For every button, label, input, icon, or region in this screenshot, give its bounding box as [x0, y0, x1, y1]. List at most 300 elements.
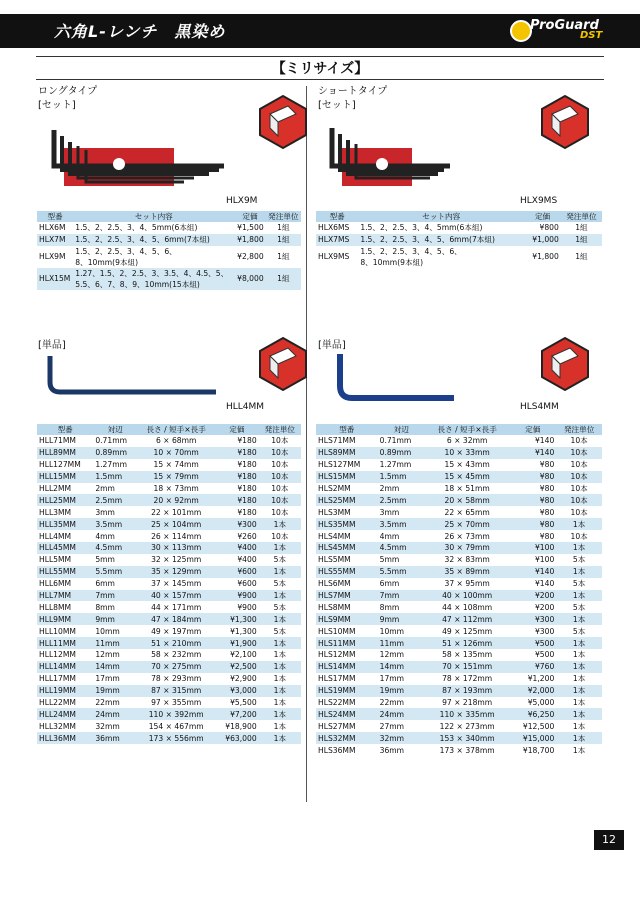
table-cell: HLL22MM: [39, 698, 76, 708]
column-header: 定価: [509, 424, 556, 435]
table-cell: 1本: [259, 685, 301, 697]
table-cell: HLS11MM: [316, 637, 378, 649]
table-cell: 1本: [556, 542, 602, 554]
table-cell: HLL25MM: [37, 494, 93, 506]
table-cell: 10本: [570, 436, 588, 446]
table-cell: 49 × 197mm: [151, 626, 202, 636]
table-cell: ¥180: [237, 460, 257, 470]
table-cell: 9mm: [378, 613, 425, 625]
table-cell: 5本: [273, 579, 287, 589]
table-row: [316, 222, 602, 234]
table-cell: 10本: [271, 460, 289, 470]
table-cell: 1組: [575, 223, 588, 233]
column-header: 定価: [524, 211, 561, 222]
table-cell: 5.5mm: [93, 566, 137, 578]
table-row: [37, 471, 301, 483]
table-cell: HLL35MM: [37, 518, 93, 530]
table-cell: ¥400: [215, 542, 259, 554]
table-cell: 1本: [259, 661, 301, 673]
table-cell: ¥12,500: [522, 721, 555, 731]
table-cell: HLL36MM: [37, 732, 93, 744]
table-cell: 110 × 335mm: [425, 708, 509, 720]
table-cell: 10本: [271, 507, 289, 517]
table-row: [37, 732, 301, 744]
table-cell: HLL45MM: [37, 542, 93, 554]
table-cell: ¥5,500: [230, 698, 257, 708]
table-cell: 10本: [570, 531, 588, 541]
table-cell: 6 × 68mm: [155, 436, 197, 446]
table-cell: 10本: [259, 471, 301, 483]
table-row: [316, 613, 602, 625]
column-header: 発注単位: [266, 211, 301, 222]
table-row: [316, 661, 602, 673]
table-cell: 0.71mm: [379, 436, 412, 446]
table-cell: 10本: [556, 447, 602, 459]
table-cell: 27mm: [379, 721, 405, 731]
table-cell: 70 × 151mm: [425, 661, 509, 673]
table-row: [37, 530, 301, 542]
table-cell: 1.27mm: [379, 460, 412, 470]
table-cell: ¥180: [237, 484, 257, 493]
table-cell: 19mm: [93, 685, 137, 697]
table-cell: 78 × 293mm: [151, 674, 202, 684]
table-cell: 3.5mm: [378, 518, 425, 530]
table-cell: ¥80: [509, 471, 556, 483]
table-row: [316, 554, 602, 566]
table-cell: 1本: [556, 637, 602, 649]
table-cell: HLS15MM: [316, 471, 378, 483]
table-cell: HLS55MM: [316, 566, 378, 578]
table-cell: 1本: [556, 708, 602, 720]
short-wrench-set-image: [320, 120, 460, 192]
table-row: [37, 673, 301, 685]
table-cell: 4mm: [379, 531, 400, 541]
table-cell: 15 × 74mm: [153, 460, 199, 470]
table-row: [37, 483, 301, 495]
column-header: 対辺: [93, 424, 137, 435]
table-cell: 2mm: [95, 484, 115, 493]
column-header: 長さ / 短手×長手: [425, 424, 509, 435]
short-single-wrench-image: [330, 350, 460, 406]
table-cell: HLL24MM: [37, 708, 93, 720]
column-header: 対辺: [378, 424, 425, 435]
table-cell: 36mm: [379, 745, 405, 755]
table-cell: 1組: [277, 252, 290, 262]
table-cell: 5mm: [95, 555, 115, 565]
table-row: [316, 744, 602, 756]
table-row: [316, 720, 602, 732]
table-cell: 0.89mm: [378, 447, 425, 459]
column-header: 定価: [234, 211, 265, 222]
table-cell: ¥800: [539, 223, 559, 233]
table-cell: ¥600: [215, 566, 259, 578]
table-row: [316, 697, 602, 709]
table-cell: ¥63,000: [215, 732, 259, 744]
short-type-label: ショートタイプ: [318, 86, 388, 97]
table-cell: ¥140: [509, 447, 556, 459]
table-row: [316, 590, 602, 602]
table-cell: 11mm: [93, 637, 137, 649]
table-cell: ¥140: [534, 579, 555, 589]
table-cell: 26 × 73mm: [444, 531, 490, 541]
table-cell: 40 × 100mm: [425, 590, 509, 602]
table-cell: HLL12MM: [39, 650, 76, 660]
table-cell: HLS25MM: [316, 494, 378, 506]
table-cell: ¥300: [509, 613, 556, 625]
table-cell: 5本: [572, 626, 586, 636]
table-cell: HLL17MM: [39, 674, 76, 684]
column-header: 長さ / 短手×長手: [137, 424, 215, 435]
table-cell: 1本: [259, 518, 301, 530]
table-cell: 12mm: [379, 650, 405, 660]
table-cell: 1本: [259, 637, 301, 649]
table-cell: ¥80: [539, 507, 555, 517]
table-cell: 1本: [273, 721, 287, 731]
table-cell: ¥5,000: [527, 698, 555, 708]
table-cell: 35 × 129mm: [137, 566, 215, 578]
table-row: [37, 268, 301, 290]
brand-logo: [510, 20, 630, 42]
table-cell: ¥80: [539, 531, 555, 541]
table-cell: HLL127MM: [39, 460, 81, 470]
table-cell: 10本: [271, 531, 289, 541]
table-cell: HLX6M: [39, 223, 66, 233]
table-cell: 35 × 89mm: [425, 566, 509, 578]
table-cell: 1本: [572, 745, 586, 755]
table-cell: ¥1,200: [527, 674, 555, 684]
table-cell: ¥200: [534, 602, 555, 612]
table-cell: HLL3MM: [39, 507, 72, 517]
table-cell: 78 × 172mm: [442, 674, 493, 684]
table-cell: HLX7M: [37, 234, 73, 246]
table-row: [316, 435, 602, 447]
table-cell: 22 × 101mm: [151, 507, 202, 517]
table-cell: HLS19MM: [316, 685, 378, 697]
table-cell: 25 × 104mm: [137, 518, 215, 530]
table-cell: HLL9MM: [37, 613, 93, 625]
table-cell: 19mm: [378, 685, 425, 697]
table-cell: 22mm: [379, 698, 405, 708]
table-cell: 14mm: [93, 661, 137, 673]
table-cell: 10 × 70mm: [137, 447, 215, 459]
table-cell: 5本: [273, 602, 287, 612]
table-cell: 30 × 113mm: [137, 542, 215, 554]
table-cell: HLL19MM: [37, 685, 93, 697]
table-cell: HLS3MM: [318, 507, 351, 517]
table-cell: 1.27、1.5、2、2.5、3、3.5、4、4.5、5、 5.5、6、7、8、9、10mm(15本組): [73, 268, 234, 290]
table-cell: 12mm: [95, 650, 120, 660]
table-cell: 15 × 43mm: [444, 460, 490, 470]
table-cell: ¥1,800: [532, 252, 559, 262]
table-row: [316, 494, 602, 506]
table-cell: HLL55MM: [37, 566, 93, 578]
table-cell: ¥3,000: [215, 685, 259, 697]
table-cell: ¥180: [215, 471, 259, 483]
table-cell: ¥2,800: [237, 252, 264, 262]
table-cell: ¥7,200: [215, 708, 259, 720]
table-cell: 1本: [556, 661, 602, 673]
column-header: 型番: [316, 211, 358, 222]
right-set-model: HLX9MS: [520, 196, 558, 206]
table-row: [37, 601, 301, 613]
table-cell: HLX9M: [39, 252, 66, 262]
table-cell: 110 × 392mm: [137, 708, 215, 720]
table-cell: 97 × 355mm: [151, 698, 202, 708]
table-cell: 1組: [266, 234, 301, 246]
table-cell: 1組: [575, 252, 588, 262]
table-row: [37, 590, 301, 602]
table-row: [37, 578, 301, 590]
table-cell: 5本: [273, 555, 287, 565]
table-cell: 10本: [570, 484, 588, 493]
table-cell: 3.5mm: [93, 518, 137, 530]
table-cell: 154 × 467mm: [148, 721, 204, 731]
table-cell: 1.5、2、2.5、3、4、5、6、 8、10mm(9本組): [360, 246, 462, 267]
table-cell: 7mm: [93, 590, 137, 602]
table-cell: ¥18,700: [522, 745, 555, 755]
left-single-table: [37, 424, 301, 744]
logo-circle-icon: [510, 20, 532, 42]
table-row: [316, 732, 602, 744]
table-cell: HLS2MM: [318, 484, 351, 493]
table-cell: 15 × 45mm: [425, 471, 509, 483]
table-cell: 25 × 70mm: [425, 518, 509, 530]
table-cell: 17mm: [95, 674, 120, 684]
table-cell: 58 × 232mm: [151, 650, 202, 660]
table-cell: ¥900: [215, 590, 259, 602]
table-cell: 1本: [556, 732, 602, 744]
left-single-model: HLL4MM: [226, 402, 265, 412]
table-cell: 4.5mm: [378, 542, 425, 554]
table-row: [37, 708, 301, 720]
table-cell: 26 × 114mm: [151, 531, 202, 541]
table-cell: HLS36MM: [318, 745, 356, 755]
table-cell: 44 × 171mm: [151, 602, 202, 612]
table-row: [316, 506, 602, 518]
table-cell: 6mm: [379, 579, 400, 589]
table-row: [316, 234, 602, 246]
table-cell: 3mm: [95, 507, 115, 517]
right-single-label: [単品]: [318, 340, 346, 351]
table-cell: HLS4MM: [318, 531, 351, 541]
table-cell: HLS14MM: [316, 661, 378, 673]
logo-main-text: ProGuard: [530, 18, 599, 33]
table-cell: 0.71mm: [95, 436, 128, 446]
table-row: [37, 435, 301, 447]
table-cell: 32mm: [378, 732, 425, 744]
left-single-label: [単品]: [38, 340, 66, 351]
column-header: 型番: [37, 211, 73, 222]
page-header: [0, 14, 640, 48]
table-cell: HLL71MM: [39, 436, 76, 446]
table-cell: ¥260: [237, 531, 257, 541]
table-cell: ¥300: [534, 626, 555, 636]
table-row: [316, 637, 602, 649]
table-cell: 36mm: [93, 732, 137, 744]
table-cell: 8mm: [95, 602, 115, 612]
table-cell: 37 × 95mm: [444, 579, 490, 589]
table-cell: 1本: [556, 518, 602, 530]
table-cell: ¥2,100: [230, 650, 257, 660]
table-row: [37, 649, 301, 661]
table-cell: 10本: [271, 484, 289, 493]
table-cell: ¥1,300: [230, 626, 257, 636]
table-cell: ¥300: [215, 518, 259, 530]
table-cell: ¥900: [237, 602, 257, 612]
table-row: [316, 601, 602, 613]
table-cell: 1本: [556, 613, 602, 625]
table-cell: 0.89mm: [93, 447, 137, 459]
table-cell: 10mm: [379, 626, 405, 636]
table-header-row: [316, 424, 602, 435]
column-header: 定価: [215, 424, 259, 435]
table-cell: 1.5mm: [93, 471, 137, 483]
column-header: 発注単位: [561, 211, 602, 222]
table-cell: HLX6MS: [318, 223, 350, 233]
table-row: [316, 625, 602, 637]
section-title: 【ミリサイズ】: [36, 56, 604, 80]
table-cell: 47 × 184mm: [137, 613, 215, 625]
table-cell: 2.5mm: [93, 494, 137, 506]
table-cell: HLL2MM: [39, 484, 72, 493]
table-cell: 1本: [273, 650, 287, 660]
table-row: [37, 566, 301, 578]
table-row: [37, 542, 301, 554]
table-row: [37, 459, 301, 471]
table-cell: ¥80: [539, 460, 555, 470]
table-cell: 5本: [572, 555, 586, 565]
table-cell: 1本: [572, 674, 586, 684]
table-cell: HLS12MM: [318, 650, 356, 660]
table-cell: HLS10MM: [318, 626, 356, 636]
table-cell: 97 × 218mm: [442, 698, 493, 708]
table-cell: 1本: [259, 732, 301, 744]
table-row: [316, 542, 602, 554]
table-row: [37, 234, 301, 246]
table-header-row: [316, 211, 602, 222]
table-cell: 3mm: [379, 507, 400, 517]
table-cell: ¥100: [534, 555, 555, 565]
table-cell: ¥2,000: [509, 685, 556, 697]
table-row: [316, 447, 602, 459]
table-cell: ¥15,000: [509, 732, 556, 744]
table-cell: 4.5mm: [93, 542, 137, 554]
table-row: [37, 447, 301, 459]
table-cell: 10 × 33mm: [425, 447, 509, 459]
table-cell: 87 × 315mm: [137, 685, 215, 697]
table-cell: 4mm: [95, 531, 115, 541]
table-cell: 1本: [273, 674, 287, 684]
table-row: [37, 637, 301, 649]
table-cell: ¥1,500: [237, 223, 264, 233]
table-cell: HLX7MS: [316, 234, 358, 246]
table-cell: 32 × 125mm: [151, 555, 202, 565]
table-cell: HLL5MM: [39, 555, 72, 565]
table-cell: 1組: [277, 223, 290, 233]
column-header: 型番: [37, 424, 93, 435]
hex-key-icon: [540, 336, 590, 392]
table-cell: ¥180: [215, 494, 259, 506]
table-cell: ¥1,000: [524, 234, 561, 246]
table-cell: ¥80: [539, 484, 555, 493]
table-cell: 44 × 108mm: [442, 602, 493, 612]
table-cell: HLX9MS: [318, 252, 350, 262]
table-cell: 70 × 275mm: [137, 661, 215, 673]
table-cell: HLS27MM: [318, 721, 356, 731]
table-cell: 2mm: [379, 484, 400, 493]
table-row: [37, 554, 301, 566]
long-single-wrench-image: [44, 350, 224, 400]
table-cell: 18 × 51mm: [444, 484, 490, 493]
table-cell: 47 × 112mm: [425, 613, 509, 625]
table-cell: HLL14MM: [37, 661, 93, 673]
table-cell: 24mm: [93, 708, 137, 720]
table-cell: HLL32MM: [39, 721, 76, 731]
table-cell: HLS45MM: [316, 542, 378, 554]
column-header: 型番: [316, 424, 378, 435]
table-cell: 40 × 157mm: [137, 590, 215, 602]
table-cell: 17mm: [379, 674, 405, 684]
table-row: [316, 518, 602, 530]
table-cell: 10本: [570, 460, 588, 470]
table-cell: ¥180: [215, 447, 259, 459]
table-cell: 51 × 210mm: [137, 637, 215, 649]
table-cell: HLS5MM: [318, 555, 351, 565]
table-header-row: [37, 211, 301, 222]
table-cell: 24mm: [378, 708, 425, 720]
page-number: 12: [594, 830, 624, 850]
long-type-label: ロングタイプ: [38, 86, 98, 97]
table-cell: ¥760: [509, 661, 556, 673]
table-row: [37, 613, 301, 625]
right-single-table: [316, 424, 602, 756]
table-cell: ¥140: [534, 436, 555, 446]
table-cell: 22mm: [95, 698, 120, 708]
table-cell: 20 × 58mm: [425, 494, 509, 506]
table-cell: 2.5mm: [378, 494, 425, 506]
table-cell: HLS9MM: [316, 613, 378, 625]
table-row: [316, 471, 602, 483]
table-cell: ¥18,900: [225, 721, 257, 731]
table-cell: 1.5mm: [378, 471, 425, 483]
table-cell: HLS32MM: [316, 732, 378, 744]
table-cell: ¥140: [509, 566, 556, 578]
table-cell: HLL8MM: [39, 602, 72, 612]
right-set-label: [セット]: [318, 100, 356, 111]
table-cell: 7mm: [378, 590, 425, 602]
table-cell: ¥2,500: [215, 661, 259, 673]
column-header: 発注単位: [556, 424, 602, 435]
table-cell: ¥80: [509, 518, 556, 530]
right-single-model: HLS4MM: [520, 402, 559, 412]
table-cell: 1本: [556, 685, 602, 697]
table-cell: 32 × 83mm: [444, 555, 490, 565]
table-row: [316, 246, 602, 268]
table-cell: 1本: [259, 613, 301, 625]
left-set-model: HLX9M: [226, 196, 258, 206]
table-row: [316, 530, 602, 542]
table-cell: 18 × 73mm: [153, 484, 199, 493]
table-cell: HLL4MM: [39, 531, 72, 541]
table-row: [316, 708, 602, 720]
table-cell: ¥80: [509, 494, 556, 506]
left-set-label: [セット]: [38, 100, 76, 111]
table-cell: 122 × 273mm: [439, 721, 495, 731]
table-row: [37, 720, 301, 732]
table-cell: 10本: [556, 494, 602, 506]
table-cell: HLX15M: [37, 268, 73, 290]
table-cell: ¥500: [534, 650, 555, 660]
